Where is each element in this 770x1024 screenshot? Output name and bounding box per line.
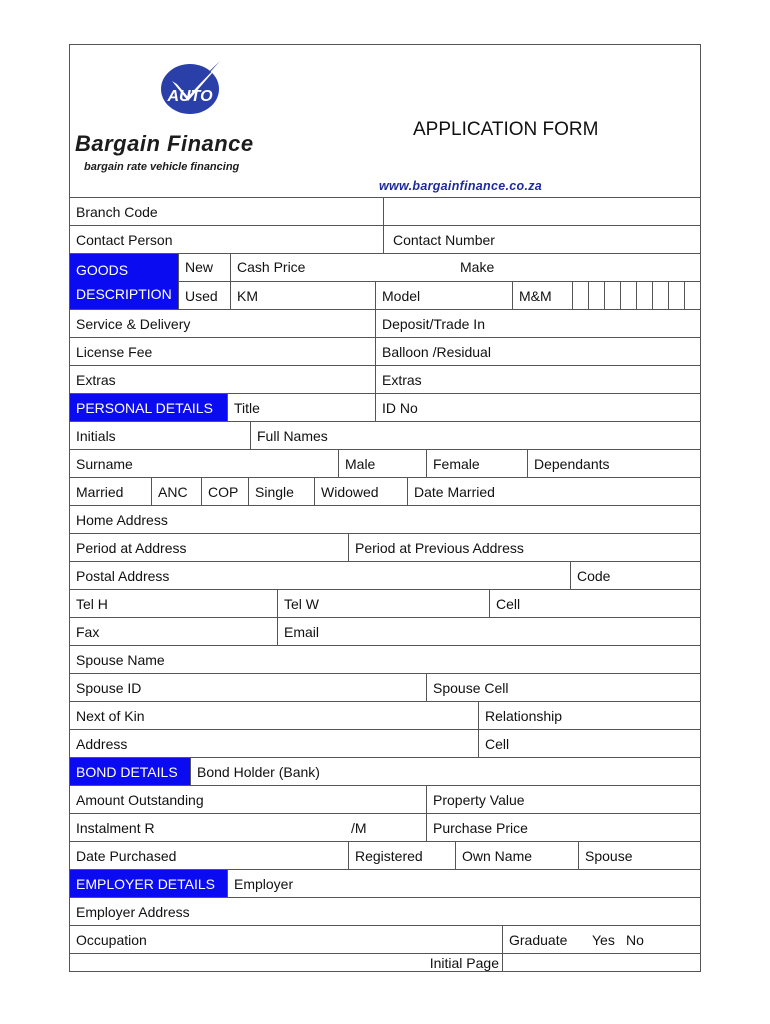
row-date-purchased (70, 841, 700, 869)
row-extras (70, 365, 700, 393)
service-delivery-field[interactable]: Service & Delivery (76, 315, 191, 332)
initial-page-label: Initial Page (429, 955, 499, 971)
spouse-cell-field[interactable]: Spouse Cell (426, 674, 700, 701)
spouse-id-field[interactable]: Spouse ID (76, 679, 142, 696)
surname-field[interactable]: Surname (76, 455, 133, 472)
row-marital (70, 477, 700, 505)
row-license (70, 337, 700, 365)
extras-field-2[interactable]: Extras (375, 366, 700, 393)
row-fax (70, 617, 700, 645)
row-period (70, 533, 700, 561)
row-contact (70, 225, 700, 253)
graduate-yes-option[interactable]: Yes (592, 931, 615, 948)
graduate-label: Graduate (502, 926, 586, 953)
row-goods-top (178, 253, 700, 281)
next-of-kin-field[interactable]: Next of Kin (76, 707, 145, 724)
contact-number-field[interactable]: Contact Number (383, 226, 700, 253)
row-branch-code (70, 197, 700, 225)
postal-address-field[interactable]: Postal Address (76, 567, 170, 584)
form-title: APPLICATION FORM (413, 119, 599, 140)
tel-h-field[interactable]: Tel H (76, 595, 108, 612)
logo-word: AUTO (167, 88, 213, 105)
website-link[interactable]: www.bargainfinance.co.za (379, 179, 543, 193)
row-instalment (70, 813, 700, 841)
graduate-no-option[interactable]: No (626, 931, 644, 948)
code-field[interactable]: Code (570, 562, 700, 589)
purchase-price-field[interactable]: Purchase Price (426, 814, 700, 841)
employer-field[interactable]: Employer (227, 870, 700, 897)
home-address-field[interactable]: Home Address (76, 511, 168, 528)
row-surname (70, 449, 700, 477)
female-option[interactable]: Female (426, 450, 527, 477)
row-spouse-name (70, 645, 700, 673)
per-month-label: /M (351, 819, 367, 836)
branch-code-label[interactable]: Branch Code (76, 203, 158, 220)
cop-option[interactable]: COP (201, 478, 248, 505)
spouse-name-field[interactable]: Spouse Name (76, 651, 165, 668)
deposit-trade-in-field[interactable]: Deposit/Trade In (375, 310, 700, 337)
employer-details-section: EMPLOYER DETAILS (70, 870, 227, 897)
spouse-option[interactable]: Spouse (578, 842, 700, 869)
male-option[interactable]: Male (338, 450, 426, 477)
date-purchased-field[interactable]: Date Purchased (76, 847, 177, 864)
kin-cell-field[interactable]: Cell (478, 730, 700, 757)
row-tel (70, 589, 700, 617)
form-header (70, 45, 700, 197)
auto-logo (156, 55, 230, 122)
row-employer-address (70, 897, 700, 925)
row-amount (70, 785, 700, 813)
row-initials (70, 421, 700, 449)
brand-name: Bargain Finance (75, 131, 254, 156)
id-no-field[interactable]: ID No (375, 394, 700, 421)
extras-field[interactable]: Extras (76, 371, 116, 388)
row-occupation (70, 925, 700, 953)
employer-address-field[interactable]: Employer Address (76, 903, 190, 920)
row-personal (70, 393, 700, 421)
application-form (69, 44, 701, 972)
tel-w-field[interactable]: Tel W (277, 590, 489, 617)
row-goods-bottom (178, 281, 700, 309)
row-spouse-id (70, 673, 700, 701)
km-field[interactable]: KM (230, 282, 375, 309)
license-fee-field[interactable]: License Fee (76, 343, 153, 360)
property-value-field[interactable]: Property Value (426, 786, 700, 813)
period-at-address-field[interactable]: Period at Address (76, 539, 187, 556)
married-option[interactable]: Married (76, 483, 124, 500)
dependants-field[interactable]: Dependants (527, 450, 700, 477)
period-at-previous-address-field[interactable]: Period at Previous Address (348, 534, 700, 561)
bond-details-section: BOND DETAILS (70, 758, 190, 785)
full-names-field[interactable]: Full Names (250, 422, 700, 449)
email-field[interactable]: Email (277, 618, 700, 645)
fax-field[interactable]: Fax (76, 623, 100, 640)
row-bond (70, 757, 700, 785)
anc-option[interactable]: ANC (151, 478, 201, 505)
row-employer (70, 869, 700, 897)
kin-address-field[interactable]: Address (76, 735, 128, 752)
cell-field[interactable]: Cell (489, 590, 700, 617)
instalment-field[interactable]: Instalment R (76, 819, 155, 836)
make-field[interactable]: Make (460, 259, 495, 275)
row-next-of-kin (70, 701, 700, 729)
initials-field[interactable]: Initials (76, 427, 116, 444)
occupation-field[interactable]: Occupation (76, 931, 147, 948)
mm-field[interactable]: M&M (512, 282, 572, 309)
row-service (70, 309, 700, 337)
used-option[interactable]: Used (178, 282, 230, 309)
row-home-address (70, 505, 700, 533)
registered-label: Registered (348, 842, 455, 869)
relationship-field[interactable]: Relationship (478, 702, 700, 729)
goods-description-section: GOODS DESCRIPTION (70, 254, 178, 310)
amount-outstanding-field[interactable]: Amount Outstanding (76, 791, 204, 808)
bond-holder-field[interactable]: Bond Holder (Bank) (190, 758, 700, 785)
single-option[interactable]: Single (248, 478, 314, 505)
widowed-option[interactable]: Widowed (314, 478, 407, 505)
brand-tagline: bargain rate vehicle financing (84, 161, 240, 173)
initial-page-input[interactable] (502, 954, 700, 972)
row-kin-address (70, 729, 700, 757)
cash-price-field[interactable]: Cash Price (230, 253, 451, 281)
row-postal (70, 561, 700, 589)
own-name-option[interactable]: Own Name (455, 842, 578, 869)
personal-details-section: PERSONAL DETAILS (70, 394, 227, 421)
date-married-field[interactable]: Date Married (407, 478, 700, 505)
row-initial-page (70, 953, 700, 972)
balloon-residual-field[interactable]: Balloon /Residual (375, 338, 700, 365)
title-field[interactable]: Title (227, 394, 375, 421)
branch-code-input[interactable] (383, 198, 700, 225)
new-option[interactable]: New (178, 253, 230, 281)
contact-person-field[interactable]: Contact Person (76, 231, 173, 248)
model-field[interactable]: Model (375, 282, 512, 309)
